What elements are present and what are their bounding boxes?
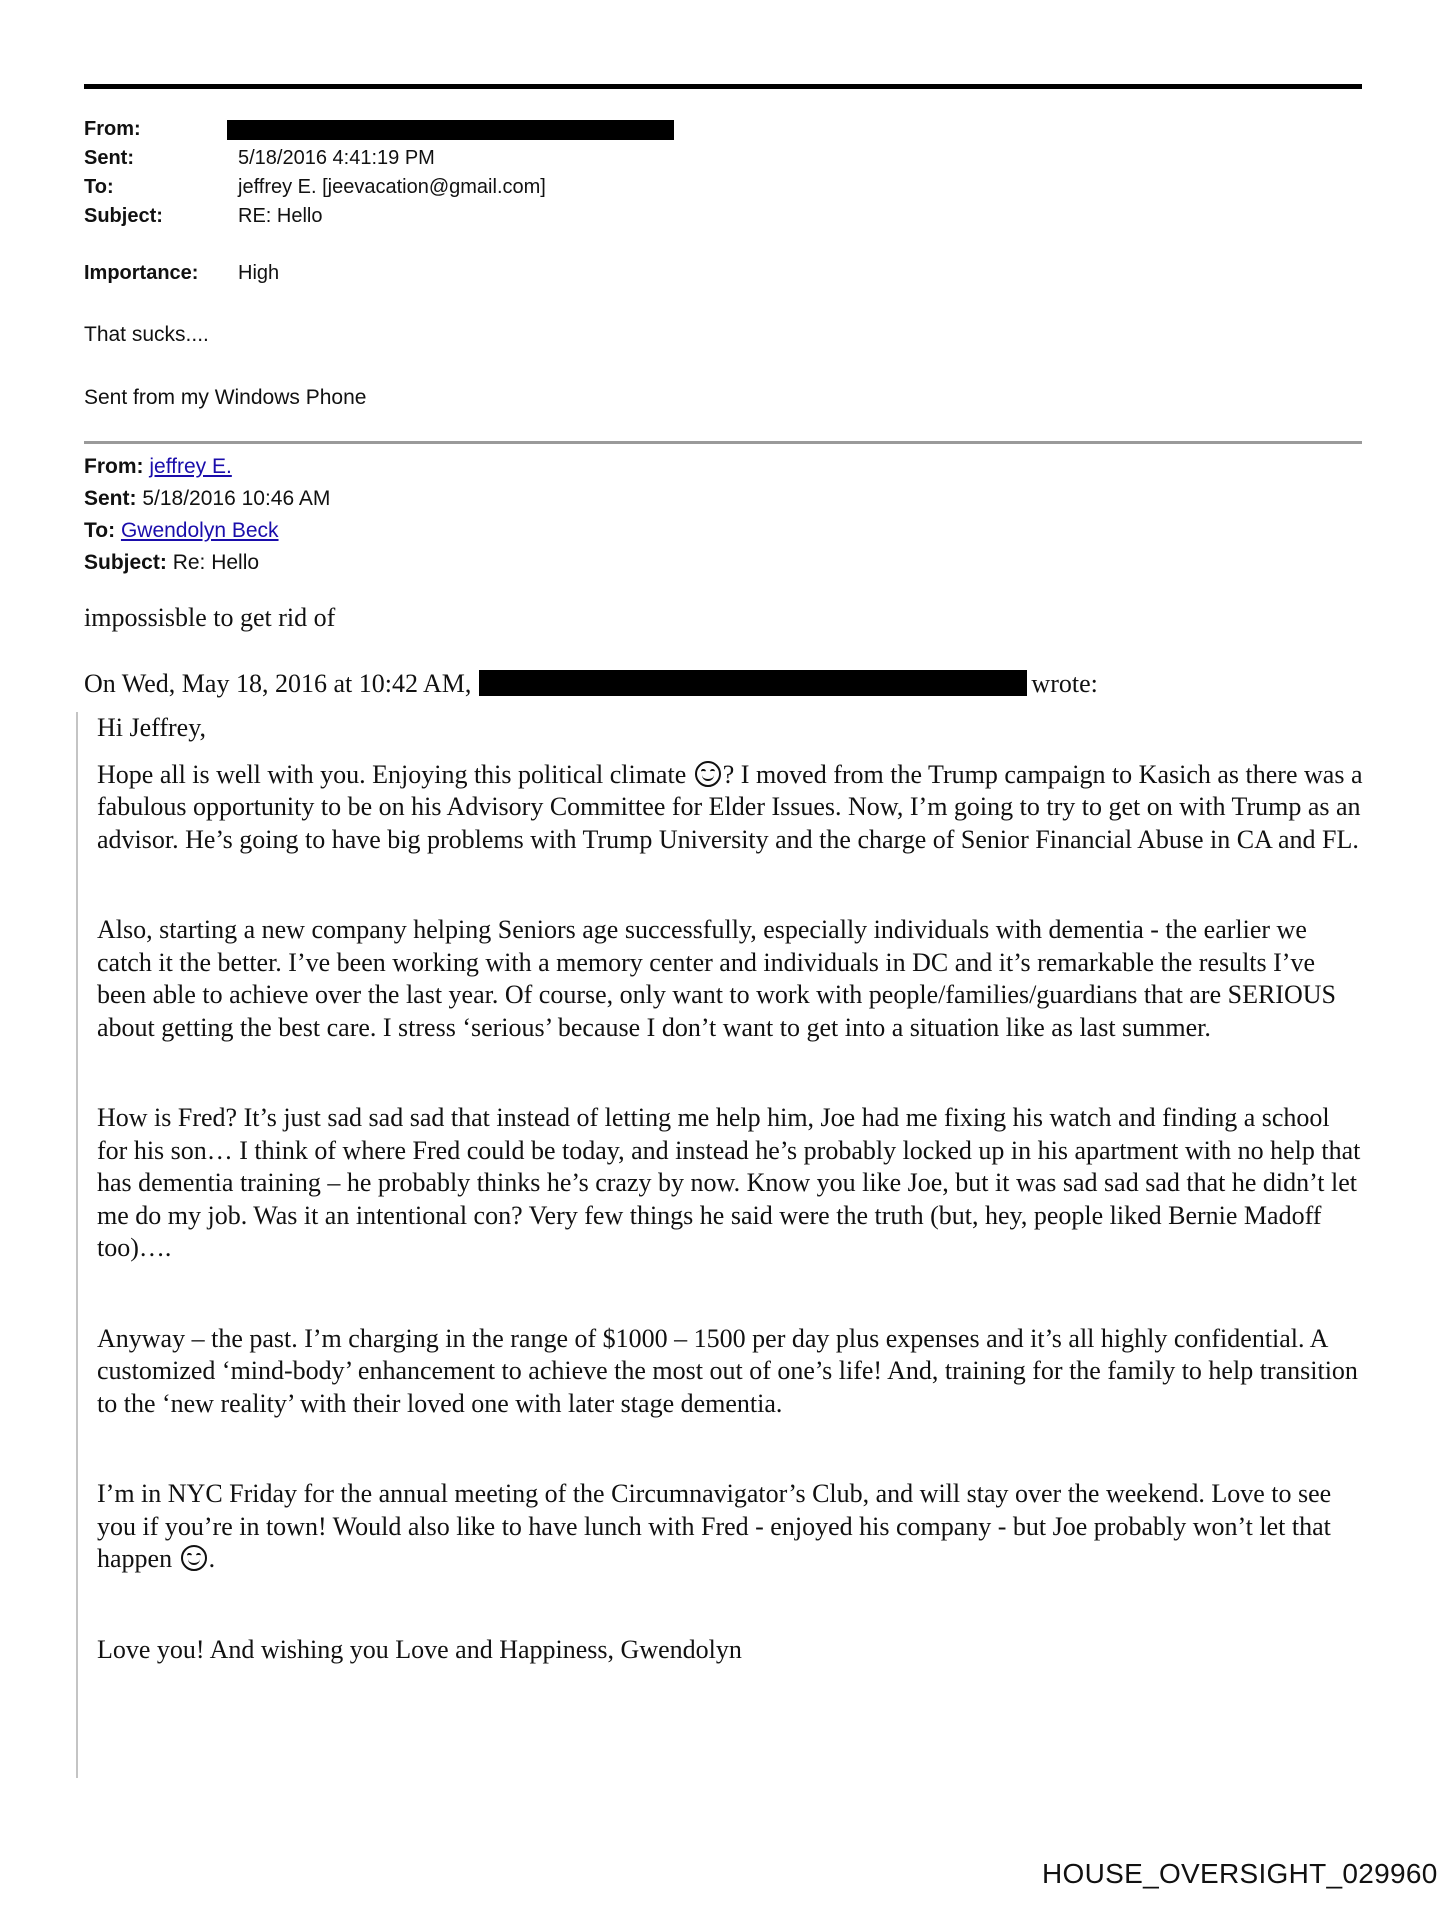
smiley-icon [695, 761, 721, 787]
from-redaction [227, 115, 674, 144]
importance-value: High [238, 262, 280, 284]
to-label: To: [84, 176, 114, 198]
paragraph-3: How is Fred? It’s just sad sad sad that instead of letting me help him, Joe had me fixing his watch and finding a school for his son… I think of where Fred could be today, and instead he’s probably locked up in his apartment with no help that has dementia training – he probably thinks he’s crazy by now. Know you like Joe, but it was sad sad sad that he didn’t let me do my job. Was it an intentional con? Very few things he said were the truth (but, hey, people liked Bernie Madoff too)…. [97, 1103, 1361, 1262]
quote-bar [76, 712, 78, 1778]
inner-header [84, 451, 330, 579]
inner-from-label: From: [84, 455, 144, 478]
inner-to-link[interactable]: Gwendolyn Beck [120, 519, 279, 542]
closing: Love you! And wishing you Love and Happiness, Gwendolyn [97, 1634, 742, 1664]
attribution-suffix: wrote: [1031, 669, 1098, 698]
paragraph-4: Anyway – the past. I’m charging in the range of $1000 – 1500 per day plus expenses and it’s all highly confidential. A customized ‘mind-body’ enhancement to achieve the most out of one’s life! And, training for the family to help transition to the ‘new reality’ with their loved one with later stage dementia. [97, 1323, 1358, 1418]
inner-sent-value: 5/18/2016 10:46 AM [142, 487, 331, 510]
paragraph-1-part-a: Hope all is well with you. Enjoying this political climate [97, 759, 693, 789]
subject-value: RE: Hello [238, 205, 323, 227]
inner-to-label: To: [84, 519, 116, 542]
to-value: jeffrey E. [jeevacation@gmail.com] [238, 176, 546, 198]
sent-label: Sent: [84, 147, 134, 169]
inner-sent-label: Sent: [84, 487, 137, 510]
smiley-icon [181, 1545, 207, 1571]
paragraph-1 [97, 759, 1363, 857]
bates-number: HOUSE_OVERSIGHT_029960 [1042, 1858, 1438, 1889]
greeting: Hi Jeffrey, [97, 713, 207, 742]
inner-sent-row [84, 483, 330, 515]
outer-body-line-2: Sent from my Windows Phone [84, 386, 367, 409]
inner-subject-label: Subject: [84, 551, 167, 574]
inner-from-link[interactable]: jeffrey E. [149, 455, 232, 478]
attribution-redaction [479, 670, 1027, 696]
paragraph-1-part-b: ? I moved from the Trump campaign to Kasich as there was a fabulous opportunity to be on his Advisory Committee for Elder Issues. Now, I’m going to try to get on with Trump as an advisor. He’s going to have big problems with Trump University and the charge of Senior Financial Abuse in CA and FL. [97, 759, 1363, 854]
top-rule [84, 84, 1362, 89]
attribution-prefix: On Wed, May 18, 2016 at 10:42 AM, [84, 669, 472, 698]
inner-subject-value: Re: Hello [172, 551, 260, 574]
quoted-message [97, 712, 1363, 1666]
reply-text: impossisble to get rid of [84, 603, 336, 632]
importance-label: Importance: [84, 262, 199, 284]
paragraph-5 [97, 1478, 1363, 1576]
inner-to-row [84, 515, 330, 547]
quote-attribution [84, 669, 1098, 699]
paragraph-5-part-b: . [208, 1544, 216, 1573]
outer-body-line-1: That sucks.... [84, 323, 209, 346]
paragraph-5-part-a: I’m in NYC Friday for the annual meeting of the Circumnavigator’s Club, and will stay over the weekend. Love to see you if you’re in town! Would also like to have lunch with Fred - enjoyed his company - but Joe probably won’t let that happen [97, 1479, 1332, 1573]
subject-label: Subject: [84, 205, 163, 227]
inner-subject-row [84, 547, 330, 579]
inner-from-row [84, 451, 330, 483]
from-label: From: [84, 118, 141, 140]
paragraph-2: Also, starting a new company helping Seniors age successfully, especially individuals with dementia - the earlier we catch it the better. I’ve been working with a memory center and individuals in DC and it’s remarkable the results I’ve been able to achieve over the last year. Of course, only want to work with people/families/guardians that are SERIOUS about getting the best care. I stress ‘serious’ because I don’t want to get into a situation like as last summer. [97, 915, 1336, 1042]
sent-value: 5/18/2016 4:41:19 PM [238, 147, 435, 169]
separator-rule [84, 441, 1362, 444]
